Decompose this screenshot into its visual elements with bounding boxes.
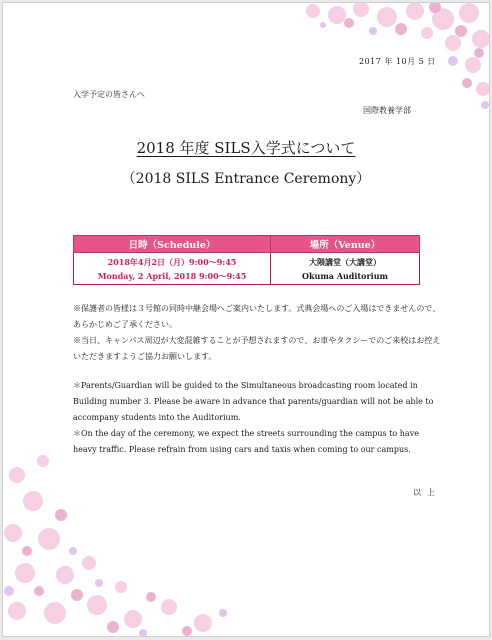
cherry-blossom-decoration-bottom bbox=[3, 455, 233, 636]
issuer: 国際教養学部 bbox=[363, 106, 411, 115]
schedule-venue-cell bbox=[271, 253, 420, 285]
schedule-table bbox=[73, 235, 420, 285]
note-paragraph: ＊Parents/Guardian will be guided to the Simultaneous broadcasting room located in Building number 3. Please be aware in advance that parents/guardian will not be able to accompany students into the Auditorium. bbox=[73, 381, 434, 422]
note-paragraph: ※保護者の皆様は３号館の同時中継会場へご案内いたします。式典会場へのご入場はできませんので、あらかじめご了承ください。 bbox=[73, 304, 441, 329]
schedule-column-header: 日時（Schedule） bbox=[74, 236, 271, 253]
venue-japanese: 大隈講堂（大講堂） bbox=[309, 257, 381, 267]
time-english: Monday, 2 April, 2018 9:00～9:45 bbox=[97, 271, 247, 281]
note-paragraph: ※当日、キャンパス周辺が大変混雑することが予想されますので、お車やタクシーでのご来校はお控えいただきますようご協力お願いします。 bbox=[73, 336, 441, 361]
venue-column-header: 場所（Venue） bbox=[271, 236, 420, 253]
schedule-row bbox=[74, 253, 420, 285]
notes-japanese bbox=[73, 301, 445, 365]
page-subtitle: （2018 SILS Entrance Ceremony） bbox=[121, 171, 371, 187]
schedule-header-row bbox=[74, 236, 420, 253]
time-japanese: 2018年4月2日（月）9:00～9:45 bbox=[107, 257, 237, 267]
page-title: 2018 年度 SILS入学式について bbox=[136, 139, 356, 157]
note-paragraph: ＊On the day of the ceremony, we expect the streets surrounding the campus to have heavy traffic. Please refrain from using cars and taxis when coming to our campus. bbox=[73, 429, 419, 454]
venue-english: Okuma Auditorium bbox=[302, 271, 388, 281]
closing-mark: 以上 bbox=[413, 488, 441, 497]
addressee: 入学予定の皆さんへ bbox=[73, 90, 145, 99]
schedule-time-cell bbox=[74, 253, 271, 285]
notes-english bbox=[73, 378, 445, 458]
document-page bbox=[2, 2, 490, 637]
issue-date: 2017 年 10月 5 日 bbox=[359, 57, 436, 66]
